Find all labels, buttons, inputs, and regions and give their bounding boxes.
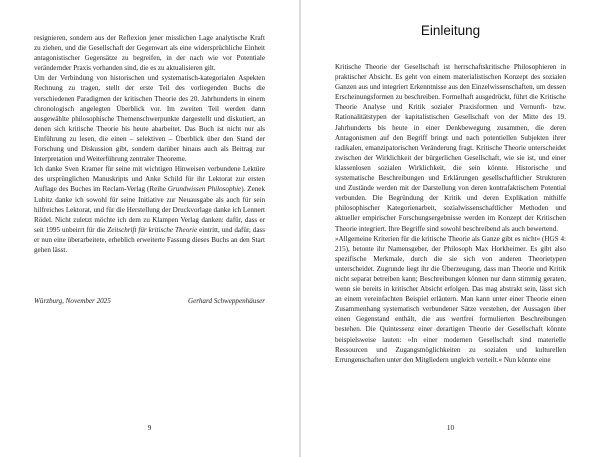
signoff-author: Gerhard Schweppenhäuser xyxy=(187,297,265,305)
left-page-body xyxy=(34,33,265,255)
signoff xyxy=(34,296,265,306)
signoff-place-date: Würzburg, November 2025 xyxy=(34,297,111,305)
page-number: 10 xyxy=(446,424,455,432)
page-number: 9 xyxy=(147,424,152,432)
paragraph: »Allgemeine Kriterien für die kritische Theorie als Ganze gibt es nicht« (HGS 4: 215), betonte ihr Namensgeber, der Philosoph Max Horkheimer. Es gibt also spezifische Merkmale, durch die sie sich von anderen Theorietypen unterscheidet. Zugrunde liegt ihr die Überzeugung, dass man Theorie und Kritik nicht separat betreiben kann; Beschreibungen können nur dann stimmig geraten, wenn sie bereits in kritischer Absicht erfolgen. Das mag abstrakt sein, lässt sich an einem vereinfachten Beispiel erläutern. Man kann unter einer Theorie einen Zusammenhang systematisch verbundener Sätze verstehen, der Aussagen über einen Gegenstand enthält, die aus wertfrei formulierten Beschreibungen bestehen. Die Quintessenz einer derartigen Theorie der Gesellschaft könnte beispielsweise lauten: »In einer modernen Gesellschaft sind materielle Ressourcen und Zugangsmöglichkeiten zu sozialen und kulturellen Errungenschaften unter den Mitgliedern ungleich verteilt.« Nun könnte eine xyxy=(335,234,566,364)
series-title: Grundwissen Philosophie xyxy=(167,185,242,194)
paragraph: resignieren, sondern aus der Reflexion jener misslichen Lage analytische Kraft zu ziehen, und die Gesellschaft der Gegenwart als eine widersprüchliche Einheit antagonistischer Gegensätze zu begreifen, in der nach wie vor Potentiale verändernder Praxis vorhanden sind, die es zu aktualisieren gilt. xyxy=(34,34,265,73)
paragraph-acknowledgements xyxy=(34,164,265,255)
journal-title: Zeitschrift für kritische Theorie xyxy=(107,225,198,234)
right-page-body xyxy=(335,62,566,365)
left-page xyxy=(0,0,299,457)
paragraph: Kritische Theorie der Gesellschaft ist herrschaftskritische Philosophieren in praktischer Absicht. Es geht von einem materialistischen Konzept des sozialen Ganzen aus und integriert Erkenntnisse aus den Einzelwissenschaften, um dessen Erscheinungsformen zu beschreiben. Formelhaft ausgedrückt, führt die Kritische Theorie Analyse und Kritik sozialer Praxisformen und Vernunft- bzw. Rationalitätstypen der kapitalistischen Gesellschaft von der Mitte des 19. Jahrhunderts bis heute in einer Denkbewegung zusammen, die deren Antagonismen auf den Begriff bringt und nach potentiellen Subjekten ihrer radikalen, emanzipatorischen Veränderung fragt. Kritische Theorie unterscheidet zwischen der Wirklichkeit der bürgerlichen Gesellschaft, wie sie ist, und einer klassenlosen sozialen Wirklichkeit, die sein könnte. Historische und systematische Beschreibungen und Erklärungen gesellschaftlicher Strukturen und Zustände werden mit der Darstellung von deren kontrafaktischem Potential verbunden. Die Begründung der Kritik und deren Explikation mithilfe philosophischer Kategorienarbeit, sozialwissenschaftlicher Methoden und aktueller empirischer Forschungsergebnisse werden im Konzept der Kritischen Theorie integriert. Ihre Begriffe sind sowohl beschreibend als auch bewertend. xyxy=(335,63,566,233)
text-run: eintritt, und dafür, dass er nun eine überarbeitete, erheblich erweiterte Fassung dieses Buchs an den Start gehen lässt. xyxy=(34,225,265,254)
text-run: Ich danke Sven Kramer für seine mit wichtigen Hinweisen verbundene Lektüre des ursprünglichen Manuskripts und Anke Schild für ihr Lektorat zur ersten Auflage des Buches im Reclam-Verlag (Reihe xyxy=(34,165,265,194)
chapter-heading: Einleitung xyxy=(420,23,481,38)
paragraph: Um der Verbindung von historischen und systematisch-kategorialen Aspekten Rechnung zu tragen, stellt der erste Teil des vorliegenden Buchs die verschiedenen Paradigmen der kritischen Theorie des 20. Jahrhunderts in einem chronologisch angelegten Überblick vor. Im zweiten Teil werden dann ausgewählte philosophische Themenschwerpunkte dargestellt und diskutiert, an denen sich kritische Theorie bis heute abarbeitet. Das Buch ist nicht nur als Einführung zu lesen, die einen – selektiven – Überblick über den Stand der Forschung und Diskussion gibt, sondern darüber hinaus auch als Beitrag zur Interpretation und Weiterführung zentraler Theoreme. xyxy=(34,74,265,164)
right-page xyxy=(301,0,600,457)
text-run: ). Zenek Lubitz danke ich sowohl für seine Initiative zur Neuausgabe als auch für sein hilfreiches Lektorat, und für die Herstellung der Druckvorlage danke ich Lennert Rödel. Nicht zuletzt möchte ich dem zu Klampen Verlag danken: dafür, dass er seit 1995 unbeirrt für die xyxy=(34,185,266,234)
